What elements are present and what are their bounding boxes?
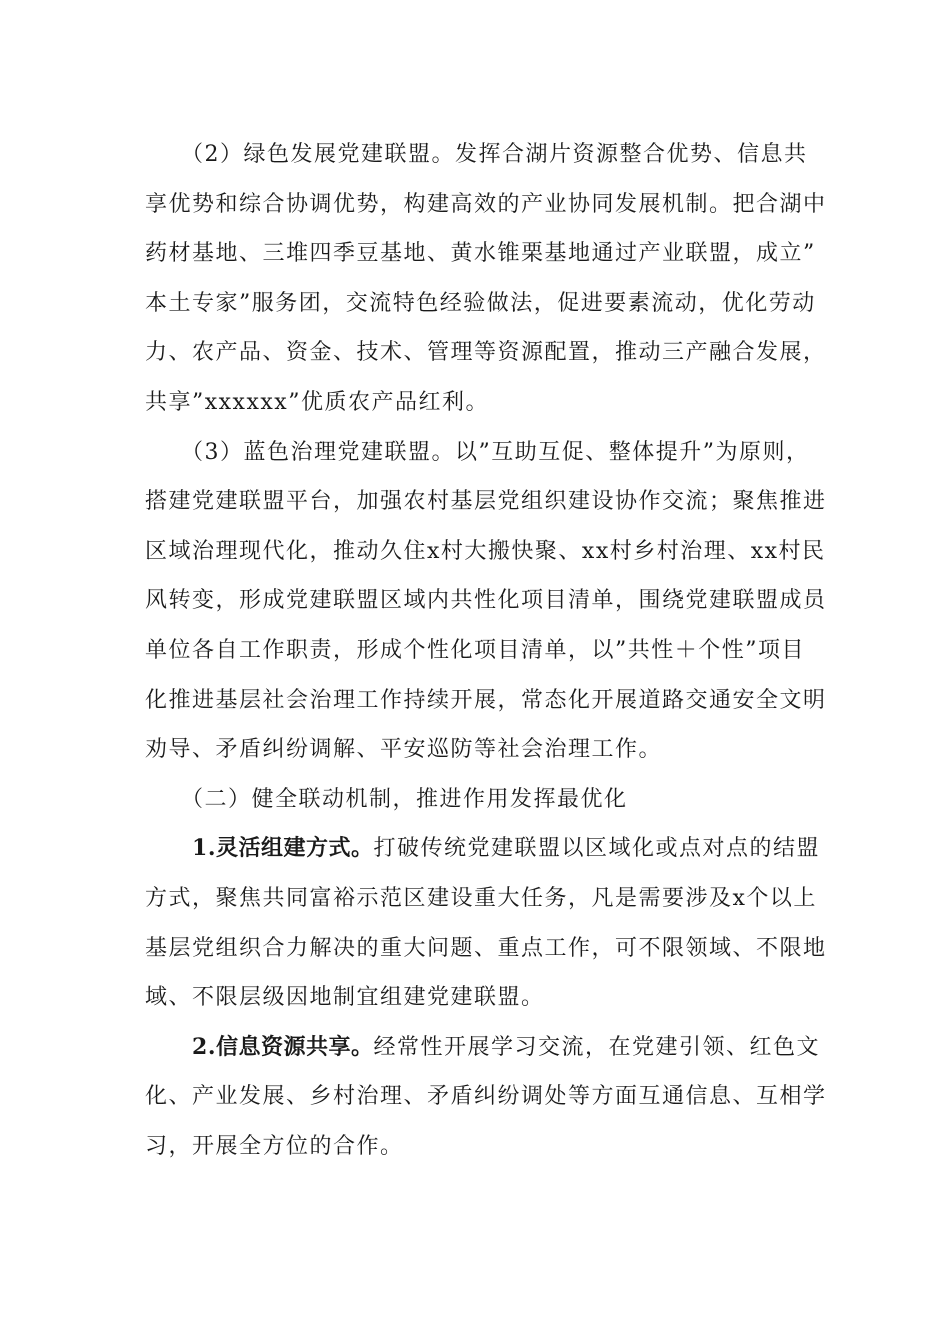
text-run: 经常性开展学习交流，在党建引领、红色文 bbox=[373, 1034, 820, 1060]
paragraph-flexible-organization bbox=[145, 824, 825, 1022]
text-line: 劝导、矛盾纠纷调解、平安巡防等社会治理工作。 bbox=[145, 737, 663, 763]
text-line: 化、产业发展、乡村治理、矛盾纠纷调处等方面互通信息、互相学 bbox=[145, 1084, 827, 1110]
text-line: 域、不限层级因地制宜组建党建联盟。 bbox=[145, 985, 545, 1011]
text-line: 搭建党建联盟平台，加强农村基层党组织建设协作交流；聚焦推进 bbox=[145, 489, 827, 515]
bold-lead: 1.灵活组建方式。 bbox=[192, 835, 374, 862]
paragraph-green-development bbox=[145, 130, 825, 428]
text-line: 单位各自工作职责，形成个性化项目清单，以”共性＋个性”项目 bbox=[145, 637, 805, 663]
text-line: 力、农产品、资金、技术、管理等资源配置，推动三产融合发展， bbox=[145, 340, 827, 366]
text-line: 风转变，形成党建联盟区域内共性化项目清单，围绕党建联盟成员 bbox=[145, 588, 827, 614]
text-line: 药材基地、三堆四季豆基地、黄水锥栗基地通过产业联盟，成立” bbox=[145, 241, 816, 267]
text-line: 共享”xxxxxx”优质农产品红利。 bbox=[145, 389, 489, 415]
section-heading bbox=[145, 775, 825, 825]
document-page bbox=[145, 130, 825, 1171]
heading-line: （二）健全联动机制，推进作用发挥最优化 bbox=[145, 786, 628, 812]
bold-lead: 2.信息资源共享。 bbox=[192, 1033, 374, 1060]
text-run: 打破传统党建联盟以区域化或点对点的结盟 bbox=[373, 836, 820, 862]
text-line: （2）绿色发展党建联盟。发挥合湖片资源整合优势、信息共 bbox=[145, 142, 808, 167]
text-line: 本土专家”服务团，交流特色经验做法，促进要素流动，优化劳动 bbox=[145, 290, 816, 316]
text-line: 区域治理现代化，推动久住x村大搬快聚、xx村乡村治理、xx村民 bbox=[145, 538, 826, 564]
text-line bbox=[145, 824, 825, 874]
paragraph-blue-governance bbox=[145, 428, 825, 775]
text-line: 化推进基层社会治理工作持续开展，常态化开展道路交通安全文明 bbox=[145, 687, 827, 713]
text-line: 方式，聚焦共同富裕示范区建设重大任务，凡是需要涉及x个以上 bbox=[145, 885, 817, 911]
text-line: 基层党组织合力解决的重大问题、重点工作，可不限领域、不限地 bbox=[145, 935, 827, 961]
text-line: 习，开展全方位的合作。 bbox=[145, 1133, 404, 1159]
paragraph-information-sharing bbox=[145, 1023, 825, 1172]
text-line bbox=[145, 1023, 825, 1073]
text-line: （3）蓝色治理党建联盟。以”互助互促、整体提升”为原则， bbox=[145, 439, 810, 465]
text-line: 享优势和综合协调优势，构建高效的产业协同发展机制。把合湖中 bbox=[145, 191, 827, 217]
